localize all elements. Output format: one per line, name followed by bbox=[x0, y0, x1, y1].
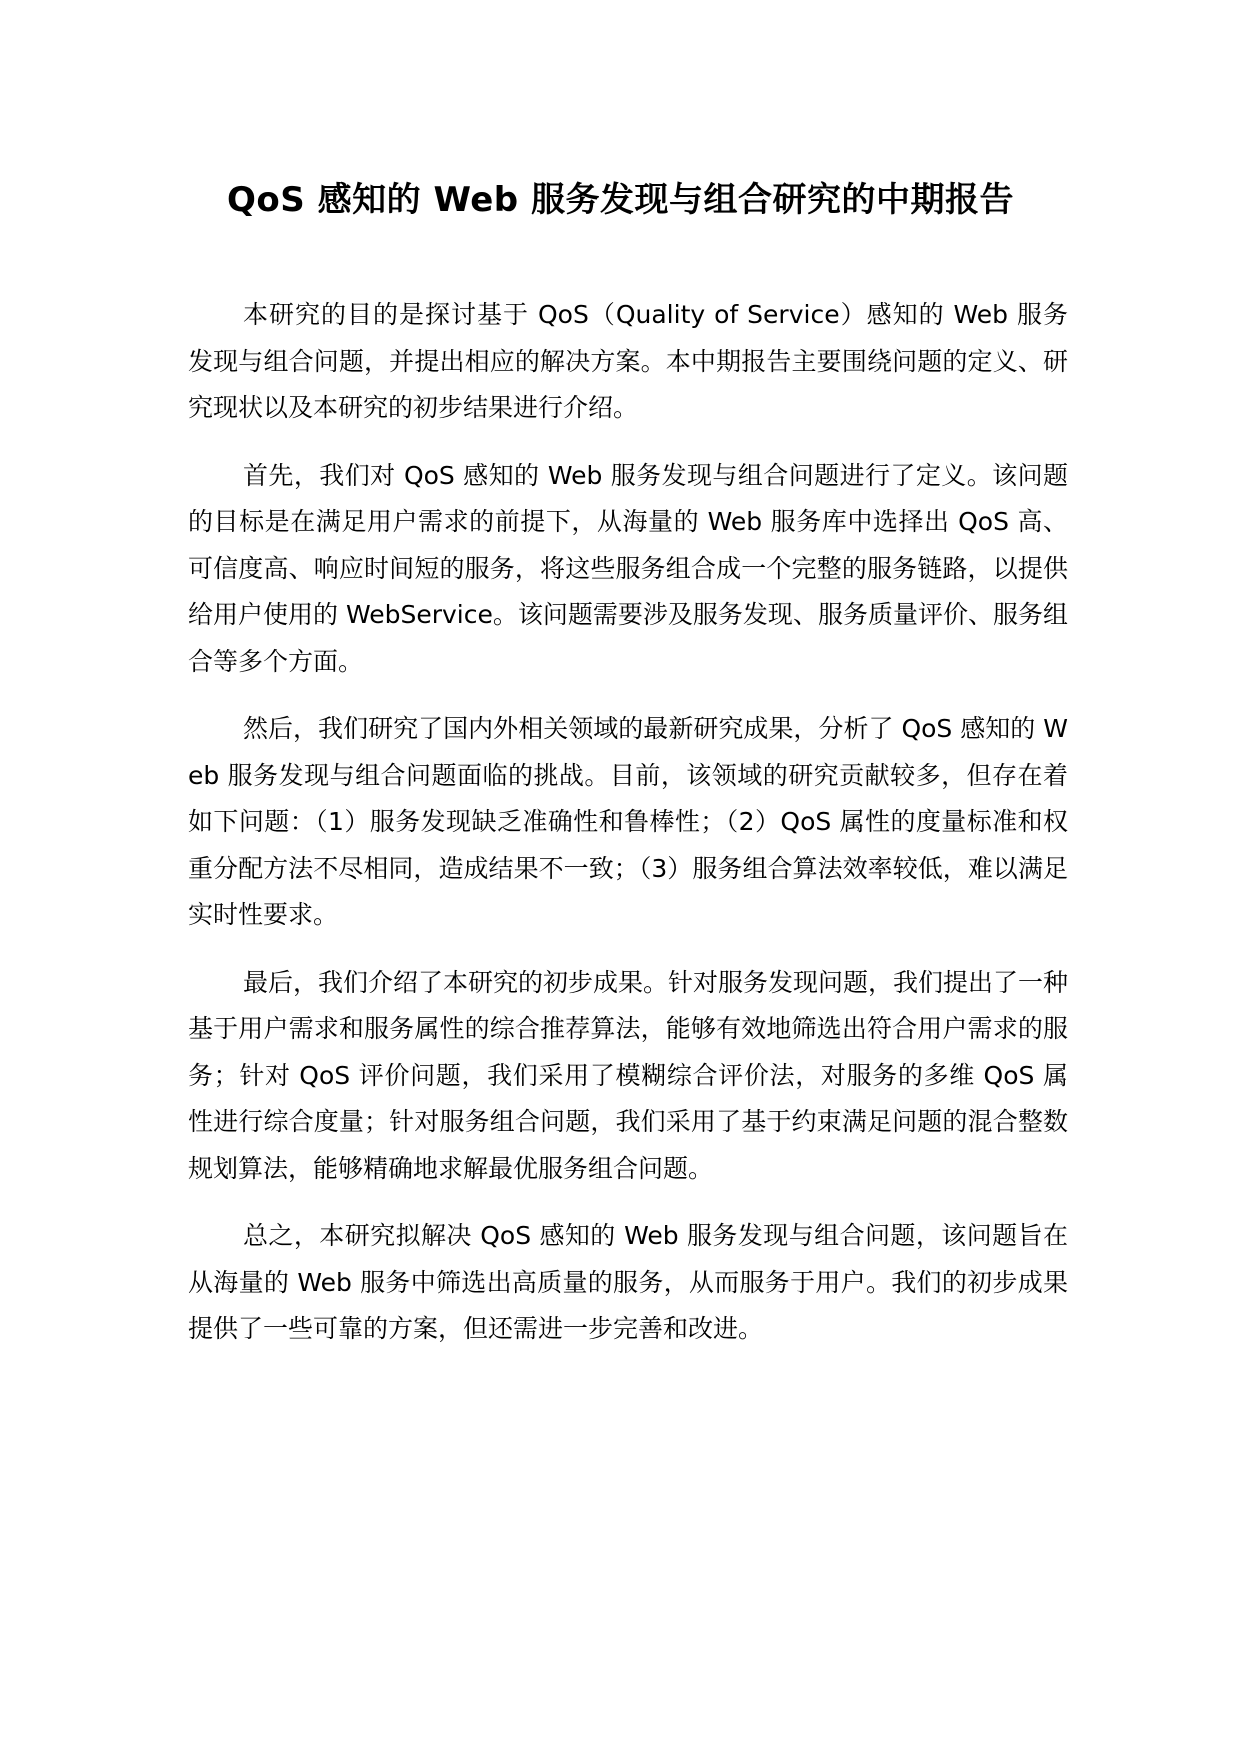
paragraph-conclusion: 总之，本研究拟解决 QoS 感知的 Web 服务发现与组合问题，该问题旨在从海量的 Web 服务中筛选出高质量的服务，从而服务于用户。我们的初步成果提供了一些可靠的方案，但还需进一步完善和改进。 bbox=[188, 1221, 1068, 1343]
paragraph-related-work: 然后，我们研究了国内外相关领域的最新研究成果，分析了 QoS 感知的 Web 服务发现与组合问题面临的挑战。目前，该领域的研究贡献较多，但存在着如下问题：（1）服务发现缺乏准确性和鲁棒性；（2）QoS 属性的度量标准和权重分配方法不尽相同，造成结果不一致；（3）服务组合算法效率较低，难以满足实时性要求。 bbox=[188, 714, 1068, 929]
paragraph-intro: 本研究的目的是探讨基于 QoS（Quality of Service）感知的 Web 服务发现与组合问题，并提出相应的解决方案。本中期报告主要围绕问题的定义、研究现状以及本研究的初步结果进行介绍。 bbox=[188, 300, 1068, 422]
paragraph-definition: 首先，我们对 QoS 感知的 Web 服务发现与组合问题进行了定义。该问题的目标是在满足用户需求的前提下，从海量的 Web 服务库中选择出 QoS 高、可信度高、响应时间短的服务，将这些服务组合成一个完整的服务链路，以提供给用户使用的 WebService。该问题需要涉及服务发现、服务质量评价、服务组合等多个方面。 bbox=[188, 460, 1068, 676]
document-body bbox=[188, 292, 1068, 1374]
paragraph-results: 最后，我们介绍了本研究的初步成果。针对服务发现问题，我们提出了一种基于用户需求和服务属性的综合推荐算法，能够有效地筛选出符合用户需求的服务；针对 QoS 评价问题，我们采用了模糊综合评价法，对服务的多维 QoS 属性进行综合度量；针对服务组合问题，我们采用了基于约束满足问题的混合整数规划算法，能够精确地求解最优服务组合问题。 bbox=[188, 967, 1069, 1183]
document-title: QoS 感知的 Web 服务发现与组合研究的中期报告 bbox=[227, 180, 1014, 220]
